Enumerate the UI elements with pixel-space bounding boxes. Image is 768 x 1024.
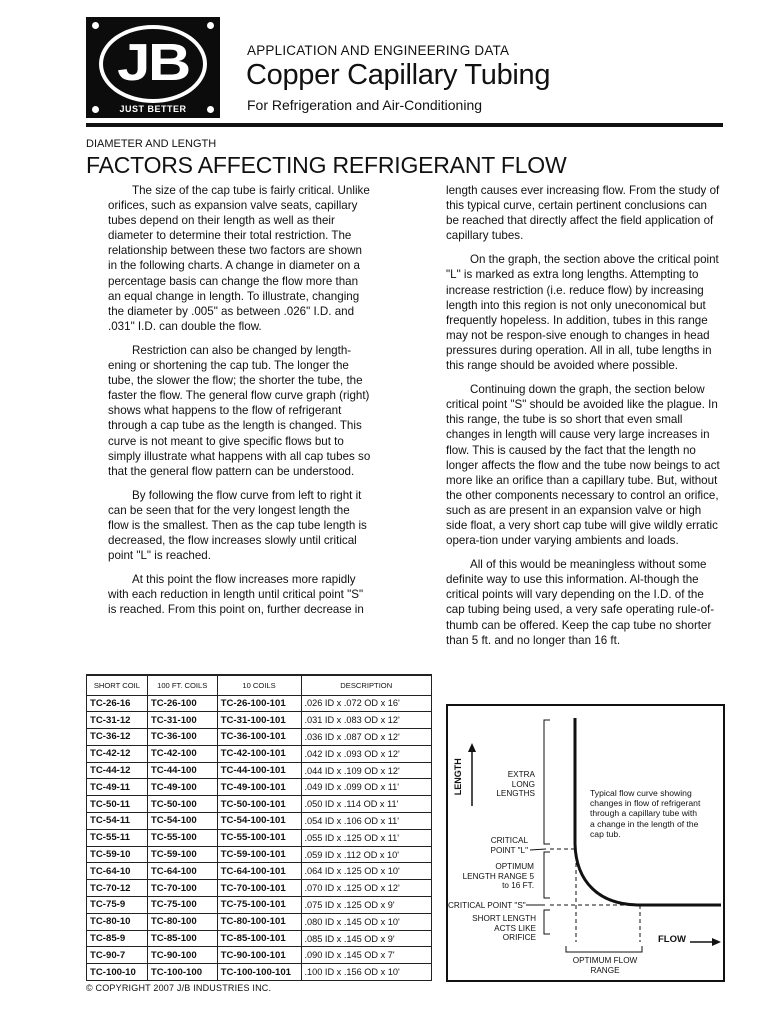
hundred-ft-coil-cell: TC-31-100 bbox=[147, 712, 217, 729]
hundred-ft-coil-cell: TC-80-100 bbox=[147, 913, 217, 930]
header-rule bbox=[86, 123, 723, 127]
ten-coils-cell: TC-50-100-101 bbox=[217, 796, 301, 813]
hundred-ft-coil-cell: TC-36-100 bbox=[147, 729, 217, 746]
hundred-ft-coil-cell: TC-75-100 bbox=[147, 897, 217, 914]
pointer-line bbox=[530, 849, 546, 850]
ten-coils-cell: TC-70-100-101 bbox=[217, 880, 301, 897]
table-row bbox=[87, 930, 432, 947]
table-row bbox=[87, 729, 432, 746]
hundred-ft-coil-cell: TC-70-100 bbox=[147, 880, 217, 897]
description-cell: .085 ID x .145 OD x 9' bbox=[301, 930, 432, 947]
hundred-ft-coil-cell: TC-44-100 bbox=[147, 762, 217, 779]
description-cell: .050 ID x .114 OD x 11' bbox=[301, 796, 432, 813]
optimum-length-bracket bbox=[544, 852, 550, 898]
x-arrow-head-icon bbox=[712, 938, 721, 946]
table-row bbox=[87, 796, 432, 813]
ten-coils-cell: TC-59-100-101 bbox=[217, 846, 301, 863]
optimum-length-label: OPTIMUM LENGTH RANGE 5 to 16 FT. bbox=[462, 862, 534, 891]
table-row bbox=[87, 947, 432, 964]
copyright: © COPYRIGHT 2007 J/B INDUSTRIES INC. bbox=[86, 983, 272, 993]
description-cell: .064 ID x .125 OD x 10' bbox=[301, 863, 432, 880]
logo-letters: JB bbox=[117, 34, 189, 92]
short-coil-cell: TC-70-12 bbox=[87, 880, 148, 897]
hundred-ft-coil-cell: TC-49-100 bbox=[147, 779, 217, 796]
table-row bbox=[87, 779, 432, 796]
description-cell: .031 ID x .083 OD x 12' bbox=[301, 712, 432, 729]
column-header: 100 FT. COILS bbox=[147, 675, 217, 695]
table-row bbox=[87, 846, 432, 863]
short-coil-cell: TC-44-12 bbox=[87, 762, 148, 779]
table-row bbox=[87, 712, 432, 729]
jb-logo bbox=[86, 17, 220, 118]
table-row bbox=[87, 829, 432, 846]
screw-icon bbox=[92, 22, 99, 29]
ten-coils-cell: TC-75-100-101 bbox=[217, 897, 301, 914]
ten-coils-cell: TC-54-100-101 bbox=[217, 813, 301, 830]
description-cell: .042 ID x .093 OD x 12' bbox=[301, 745, 432, 762]
short-coil-cell: TC-64-10 bbox=[87, 863, 148, 880]
optimum-flow-bracket bbox=[566, 946, 642, 952]
short-length-bracket bbox=[544, 910, 550, 934]
y-arrow-head-icon bbox=[468, 743, 476, 752]
extra-long-bracket bbox=[544, 720, 550, 844]
graph-note: Typical flow curve showing changes in flow of refrigerant through a capillary tube with a change in the length of the cap tub. bbox=[590, 788, 701, 839]
ten-coils-cell: TC-26-100-101 bbox=[217, 695, 301, 712]
screw-icon bbox=[207, 22, 214, 29]
flow-curve-graph bbox=[446, 704, 725, 982]
capillary-tube-table bbox=[86, 674, 432, 981]
table-row bbox=[87, 964, 432, 981]
table-body bbox=[87, 695, 432, 981]
ten-coils-cell: TC-44-100-101 bbox=[217, 762, 301, 779]
ten-coils-cell: TC-49-100-101 bbox=[217, 779, 301, 796]
ten-coils-cell: TC-64-100-101 bbox=[217, 863, 301, 880]
hundred-ft-coil-cell: TC-50-100 bbox=[147, 796, 217, 813]
description-cell: .070 ID x .125 OD x 12' bbox=[301, 880, 432, 897]
short-coil-cell: TC-55-11 bbox=[87, 829, 148, 846]
description-cell: .059 ID x .112 OD x 10' bbox=[301, 846, 432, 863]
paragraph: Continuing down the graph, the section below critical point "S" should be avoided like the plague. In this range, the tube is so short that even small changes in length will cause very large increases in flow. This is caused by the fact that the length no longer affects the flow and the tube now beings to act more like an orifice than a capillary tube. But, without the other components necessary to control an orifice, such as are present in an expansion valve or high side float, a very short cap tube will give wildly erratic opera-tion under varying ambients and loads. bbox=[446, 383, 720, 548]
ten-coils-cell: TC-31-100-101 bbox=[217, 712, 301, 729]
table-row bbox=[87, 913, 432, 930]
description-cell: .080 ID x .145 OD x 10' bbox=[301, 913, 432, 930]
table-row bbox=[87, 863, 432, 880]
hundred-ft-coil-cell: TC-90-100 bbox=[147, 947, 217, 964]
short-coil-cell: TC-49-11 bbox=[87, 779, 148, 796]
description-cell: .026 ID x .072 OD x 16' bbox=[301, 695, 432, 712]
description-cell: .075 ID x .125 OD x 9' bbox=[301, 897, 432, 914]
table-row bbox=[87, 897, 432, 914]
short-coil-cell: TC-80-10 bbox=[87, 913, 148, 930]
table-row bbox=[87, 813, 432, 830]
extra-long-label: EXTRA LONG LENGTHS bbox=[496, 770, 535, 799]
ten-coils-cell: TC-42-100-101 bbox=[217, 745, 301, 762]
critical-l-label: CRITICAL POINT "L" bbox=[490, 836, 528, 855]
short-coil-cell: TC-36-12 bbox=[87, 729, 148, 746]
ten-coils-cell: TC-80-100-101 bbox=[217, 913, 301, 930]
ten-coils-cell: TC-100-100-101 bbox=[217, 964, 301, 981]
column-header: SHORT COIL bbox=[87, 675, 148, 695]
paragraph: At this point the flow increases more rapidly with each reduction in length until critical point "S" is reached. From this point on, further decrease in bbox=[108, 573, 364, 617]
short-coil-cell: TC-42-12 bbox=[87, 745, 148, 762]
paragraph: By following the flow curve from left to right it can be seen that for the very longest length the flow is the smallest. Then as the cap tube length is decreased, the flow increases slowly until critical point "L" is reached. bbox=[108, 488, 367, 563]
ten-coils-cell: TC-90-100-101 bbox=[217, 947, 301, 964]
ten-coils-cell: TC-55-100-101 bbox=[217, 829, 301, 846]
short-coil-cell: TC-85-9 bbox=[87, 930, 148, 947]
short-coil-cell: TC-90-7 bbox=[87, 947, 148, 964]
table-row bbox=[87, 762, 432, 779]
hundred-ft-coil-cell: TC-64-100 bbox=[147, 863, 217, 880]
page-title: Copper Capillary Tubing bbox=[246, 59, 551, 91]
left-column bbox=[108, 183, 372, 627]
description-cell: .054 ID x .106 OD x 11' bbox=[301, 813, 432, 830]
short-coil-cell: TC-31-12 bbox=[87, 712, 148, 729]
description-cell: .036 ID x .087 OD x 12' bbox=[301, 729, 432, 746]
description-cell: .090 ID x .145 OD x 7' bbox=[301, 947, 432, 964]
ten-coils-cell: TC-85-100-101 bbox=[217, 930, 301, 947]
paragraph: All of this would be meaningless without some definite way to use this information. Al-though the critical points will vary depending on the I.D. of the cap tubing being used, a very safe operating rule-of-thumb can be offered. Keep the cap tube no shorter than 5 ft. and no longer than 16 ft. bbox=[446, 558, 715, 647]
section-kicker: DIAMETER AND LENGTH bbox=[86, 138, 217, 150]
paragraph: length causes ever increasing flow. From the study of this typical curve, certain pertinent conclusions can be reached that directly affect the field application of capillary tubes. bbox=[446, 184, 720, 243]
table-row bbox=[87, 745, 432, 762]
header-kicker: APPLICATION AND ENGINEERING DATA bbox=[247, 43, 510, 58]
short-coil-cell: TC-54-11 bbox=[87, 813, 148, 830]
hundred-ft-coil-cell: TC-59-100 bbox=[147, 846, 217, 863]
table-row bbox=[87, 880, 432, 897]
table-row bbox=[87, 695, 432, 712]
y-axis-label: LENGTH bbox=[453, 758, 464, 796]
hundred-ft-coil-cell: TC-54-100 bbox=[147, 813, 217, 830]
paragraph: Restriction can also be changed by length-ening or shortening the cap tub. The longer the tube, the slower the flow; the shorter the tube, the faster the flow. The general flow curve graph (right) shows what happens to the flow of refrigerant through a cap tube as the length is changed. This curve is not meant to give specific flows but to simply illustrate what happens with all cap tubes so that the general flow pattern can be understood. bbox=[108, 343, 371, 478]
short-length-label: SHORT LENGTH ACTS LIKE ORIFICE bbox=[472, 914, 536, 943]
description-cell: .044 ID x .109 OD x 12' bbox=[301, 762, 432, 779]
right-column bbox=[446, 183, 722, 657]
column-header: DESCRIPTION bbox=[301, 675, 432, 695]
logo-tagline: JUST BETTER bbox=[119, 104, 187, 114]
y-axis-label-wrap bbox=[450, 742, 468, 820]
section-title: FACTORS AFFECTING REFRIGERANT FLOW bbox=[86, 152, 567, 178]
description-cell: .049 ID x .099 OD x 11' bbox=[301, 779, 432, 796]
ten-coils-cell: TC-36-100-101 bbox=[217, 729, 301, 746]
short-coil-cell: TC-50-11 bbox=[87, 796, 148, 813]
hundred-ft-coil-cell: TC-100-100 bbox=[147, 964, 217, 981]
paragraph: The size of the cap tube is fairly critical. Unlike orifices, such as expansion valve seats, capillary tubes depend on their length as well as their diameter to determine their total restriction. The relationship between these two factors are shown in the following charts. A change in diameter on a percentage basis can change the flow more than an equal change in length. To illustrate, changing the diameter by .005" as between .026" I.D. and .031" I.D. can double the flow. bbox=[108, 184, 370, 333]
hundred-ft-coil-cell: TC-55-100 bbox=[147, 829, 217, 846]
table-header-row bbox=[87, 675, 432, 695]
description-cell: .100 ID x .156 OD x 10' bbox=[301, 964, 432, 981]
short-coil-cell: TC-100-10 bbox=[87, 964, 148, 981]
description-cell: .055 ID x .125 OD x 11' bbox=[301, 829, 432, 846]
hundred-ft-coil-cell: TC-42-100 bbox=[147, 745, 217, 762]
hundred-ft-coil-cell: TC-26-100 bbox=[147, 695, 217, 712]
short-coil-cell: TC-59-10 bbox=[87, 846, 148, 863]
optimum-flow-label: OPTIMUM FLOW RANGE bbox=[572, 956, 638, 975]
x-axis-label: FLOW bbox=[658, 934, 686, 945]
header-subtitle: For Refrigeration and Air-Conditioning bbox=[247, 97, 483, 113]
paragraph: On the graph, the section above the critical point "L" is marked as extra long lengths. Attempting to increase restriction (i.e. reduce flow) by increasing length into this region is not only uneconomical but frequently hopeless. In addition, tubes in this range may not be respon-sive enough to changes in head pressures during operation. All in all, tube lengths in this range should be avoided where possible. bbox=[446, 253, 719, 373]
short-coil-cell: TC-26-16 bbox=[87, 695, 148, 712]
column-header: 10 COILS bbox=[217, 675, 301, 695]
critical-s-label: CRITICAL POINT "S" bbox=[448, 901, 526, 910]
hundred-ft-coil-cell: TC-85-100 bbox=[147, 930, 217, 947]
short-coil-cell: TC-75-9 bbox=[87, 897, 148, 914]
